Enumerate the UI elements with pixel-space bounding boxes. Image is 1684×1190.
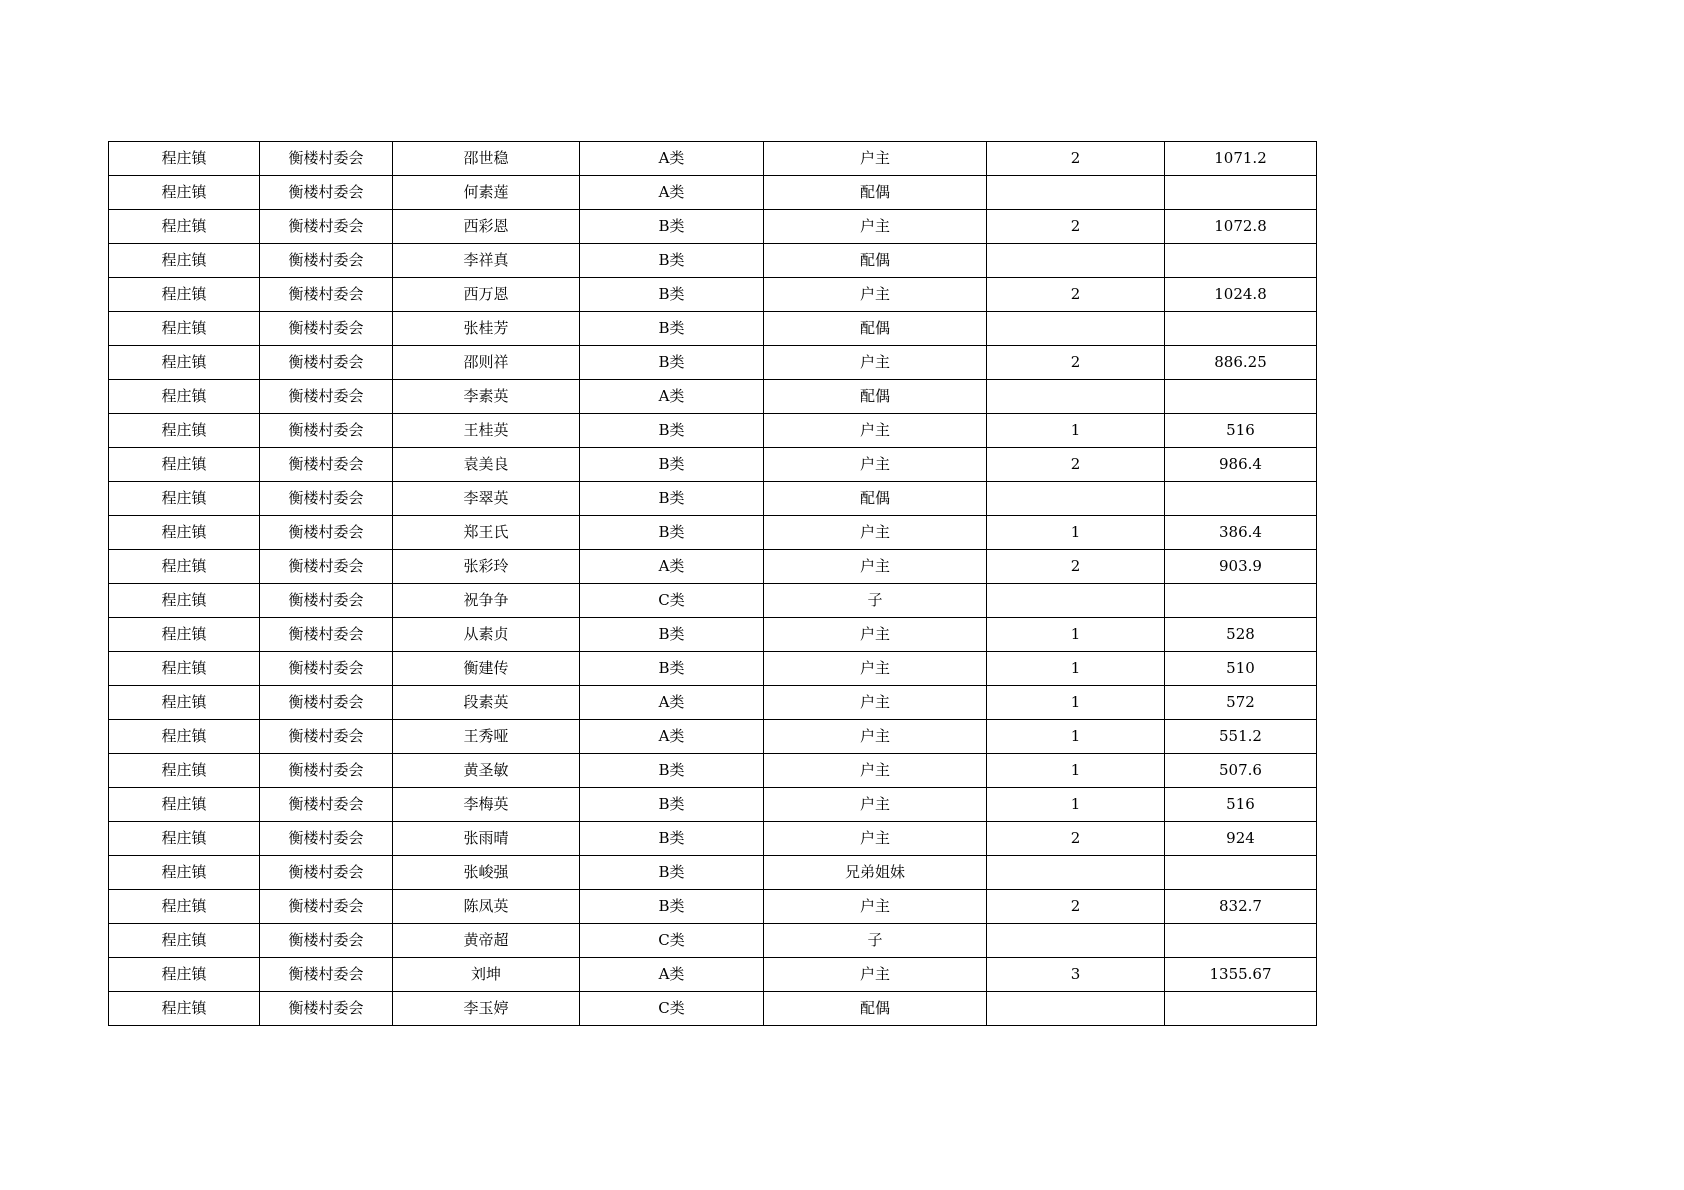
category-cell: B类 bbox=[580, 856, 764, 890]
relation-cell: 户主 bbox=[764, 210, 987, 244]
town-cell: 程庄镇 bbox=[109, 550, 260, 584]
table-row bbox=[109, 244, 1317, 278]
village-cell: 衡楼村委会 bbox=[260, 822, 393, 856]
household-count-cell: 2 bbox=[987, 278, 1165, 312]
relation-cell: 配偶 bbox=[764, 380, 987, 414]
town-cell: 程庄镇 bbox=[109, 312, 260, 346]
household-count-cell bbox=[987, 856, 1165, 890]
name-cell: 李玉婷 bbox=[393, 992, 580, 1026]
amount-cell: 886.25 bbox=[1165, 346, 1317, 380]
village-cell: 衡楼村委会 bbox=[260, 516, 393, 550]
household-count-cell bbox=[987, 244, 1165, 278]
table-row bbox=[109, 890, 1317, 924]
table-row bbox=[109, 176, 1317, 210]
amount-cell bbox=[1165, 380, 1317, 414]
relation-cell: 配偶 bbox=[764, 176, 987, 210]
household-count-cell: 1 bbox=[987, 754, 1165, 788]
household-count-cell bbox=[987, 482, 1165, 516]
town-cell: 程庄镇 bbox=[109, 992, 260, 1026]
household-count-cell: 1 bbox=[987, 414, 1165, 448]
village-cell: 衡楼村委会 bbox=[260, 958, 393, 992]
table-row bbox=[109, 516, 1317, 550]
category-cell: C类 bbox=[580, 924, 764, 958]
name-cell: 段素英 bbox=[393, 686, 580, 720]
name-cell: 从素贞 bbox=[393, 618, 580, 652]
village-cell: 衡楼村委会 bbox=[260, 312, 393, 346]
name-cell: 张彩玲 bbox=[393, 550, 580, 584]
table-row bbox=[109, 618, 1317, 652]
village-cell: 衡楼村委会 bbox=[260, 992, 393, 1026]
household-count-cell bbox=[987, 924, 1165, 958]
category-cell: B类 bbox=[580, 482, 764, 516]
relief-roster-table bbox=[108, 141, 1317, 1026]
category-cell: B类 bbox=[580, 278, 764, 312]
category-cell: B类 bbox=[580, 788, 764, 822]
table-row bbox=[109, 210, 1317, 244]
relation-cell: 配偶 bbox=[764, 244, 987, 278]
name-cell: 衡建传 bbox=[393, 652, 580, 686]
category-cell: B类 bbox=[580, 414, 764, 448]
amount-cell: 386.4 bbox=[1165, 516, 1317, 550]
household-count-cell: 2 bbox=[987, 822, 1165, 856]
relation-cell: 配偶 bbox=[764, 482, 987, 516]
category-cell: A类 bbox=[580, 176, 764, 210]
amount-cell: 1072.8 bbox=[1165, 210, 1317, 244]
name-cell: 李梅英 bbox=[393, 788, 580, 822]
relation-cell: 配偶 bbox=[764, 312, 987, 346]
household-count-cell bbox=[987, 584, 1165, 618]
amount-cell: 572 bbox=[1165, 686, 1317, 720]
table-row bbox=[109, 924, 1317, 958]
table-row bbox=[109, 482, 1317, 516]
village-cell: 衡楼村委会 bbox=[260, 176, 393, 210]
category-cell: A类 bbox=[580, 958, 764, 992]
amount-cell: 516 bbox=[1165, 414, 1317, 448]
village-cell: 衡楼村委会 bbox=[260, 584, 393, 618]
category-cell: B类 bbox=[580, 822, 764, 856]
category-cell: A类 bbox=[580, 686, 764, 720]
table-row bbox=[109, 822, 1317, 856]
relation-cell: 兄弟姐妹 bbox=[764, 856, 987, 890]
town-cell: 程庄镇 bbox=[109, 210, 260, 244]
name-cell: 王秀哑 bbox=[393, 720, 580, 754]
amount-cell: 924 bbox=[1165, 822, 1317, 856]
amount-cell bbox=[1165, 924, 1317, 958]
relation-cell: 户主 bbox=[764, 516, 987, 550]
village-cell: 衡楼村委会 bbox=[260, 380, 393, 414]
household-count-cell: 1 bbox=[987, 686, 1165, 720]
table-row bbox=[109, 278, 1317, 312]
table-row bbox=[109, 720, 1317, 754]
name-cell: 黄圣敏 bbox=[393, 754, 580, 788]
category-cell: A类 bbox=[580, 720, 764, 754]
table-row bbox=[109, 414, 1317, 448]
name-cell: 黄帝超 bbox=[393, 924, 580, 958]
amount-cell bbox=[1165, 584, 1317, 618]
town-cell: 程庄镇 bbox=[109, 414, 260, 448]
relation-cell: 户主 bbox=[764, 618, 987, 652]
relation-cell: 户主 bbox=[764, 142, 987, 176]
amount-cell: 510 bbox=[1165, 652, 1317, 686]
village-cell: 衡楼村委会 bbox=[260, 720, 393, 754]
household-count-cell: 2 bbox=[987, 346, 1165, 380]
household-count-cell bbox=[987, 992, 1165, 1026]
amount-cell bbox=[1165, 992, 1317, 1026]
town-cell: 程庄镇 bbox=[109, 584, 260, 618]
category-cell: B类 bbox=[580, 244, 764, 278]
relation-cell: 户主 bbox=[764, 720, 987, 754]
amount-cell: 507.6 bbox=[1165, 754, 1317, 788]
household-count-cell: 1 bbox=[987, 788, 1165, 822]
category-cell: C类 bbox=[580, 584, 764, 618]
town-cell: 程庄镇 bbox=[109, 346, 260, 380]
amount-cell bbox=[1165, 244, 1317, 278]
category-cell: C类 bbox=[580, 992, 764, 1026]
name-cell: 袁美良 bbox=[393, 448, 580, 482]
household-count-cell: 1 bbox=[987, 720, 1165, 754]
table-row bbox=[109, 754, 1317, 788]
town-cell: 程庄镇 bbox=[109, 142, 260, 176]
village-cell: 衡楼村委会 bbox=[260, 210, 393, 244]
town-cell: 程庄镇 bbox=[109, 176, 260, 210]
table-row bbox=[109, 448, 1317, 482]
amount-cell bbox=[1165, 482, 1317, 516]
name-cell: 祝争争 bbox=[393, 584, 580, 618]
category-cell: A类 bbox=[580, 550, 764, 584]
name-cell: 王桂英 bbox=[393, 414, 580, 448]
amount-cell: 528 bbox=[1165, 618, 1317, 652]
name-cell: 邵世稳 bbox=[393, 142, 580, 176]
name-cell: 邵则祥 bbox=[393, 346, 580, 380]
village-cell: 衡楼村委会 bbox=[260, 278, 393, 312]
town-cell: 程庄镇 bbox=[109, 516, 260, 550]
amount-cell: 986.4 bbox=[1165, 448, 1317, 482]
household-count-cell: 2 bbox=[987, 210, 1165, 244]
amount-cell bbox=[1165, 176, 1317, 210]
name-cell: 西彩恩 bbox=[393, 210, 580, 244]
town-cell: 程庄镇 bbox=[109, 890, 260, 924]
village-cell: 衡楼村委会 bbox=[260, 482, 393, 516]
category-cell: B类 bbox=[580, 754, 764, 788]
table-row bbox=[109, 958, 1317, 992]
table-row bbox=[109, 142, 1317, 176]
table-body bbox=[109, 142, 1317, 1026]
relation-cell: 子 bbox=[764, 584, 987, 618]
category-cell: A类 bbox=[580, 142, 764, 176]
village-cell: 衡楼村委会 bbox=[260, 890, 393, 924]
household-count-cell: 1 bbox=[987, 618, 1165, 652]
category-cell: A类 bbox=[580, 380, 764, 414]
town-cell: 程庄镇 bbox=[109, 618, 260, 652]
village-cell: 衡楼村委会 bbox=[260, 924, 393, 958]
table-row bbox=[109, 312, 1317, 346]
category-cell: B类 bbox=[580, 890, 764, 924]
village-cell: 衡楼村委会 bbox=[260, 244, 393, 278]
table-row bbox=[109, 686, 1317, 720]
name-cell: 西万恩 bbox=[393, 278, 580, 312]
town-cell: 程庄镇 bbox=[109, 720, 260, 754]
village-cell: 衡楼村委会 bbox=[260, 448, 393, 482]
town-cell: 程庄镇 bbox=[109, 652, 260, 686]
town-cell: 程庄镇 bbox=[109, 924, 260, 958]
relation-cell: 户主 bbox=[764, 686, 987, 720]
amount-cell: 903.9 bbox=[1165, 550, 1317, 584]
household-count-cell: 1 bbox=[987, 652, 1165, 686]
relation-cell: 户主 bbox=[764, 754, 987, 788]
amount-cell bbox=[1165, 312, 1317, 346]
village-cell: 衡楼村委会 bbox=[260, 346, 393, 380]
relation-cell: 户主 bbox=[764, 890, 987, 924]
village-cell: 衡楼村委会 bbox=[260, 618, 393, 652]
name-cell: 张桂芳 bbox=[393, 312, 580, 346]
household-count-cell: 2 bbox=[987, 448, 1165, 482]
town-cell: 程庄镇 bbox=[109, 788, 260, 822]
table-row bbox=[109, 788, 1317, 822]
amount-cell bbox=[1165, 856, 1317, 890]
household-count-cell bbox=[987, 176, 1165, 210]
category-cell: B类 bbox=[580, 448, 764, 482]
table-row bbox=[109, 380, 1317, 414]
household-count-cell: 2 bbox=[987, 890, 1165, 924]
town-cell: 程庄镇 bbox=[109, 958, 260, 992]
relation-cell: 户主 bbox=[764, 346, 987, 380]
relation-cell: 配偶 bbox=[764, 992, 987, 1026]
name-cell: 李祥真 bbox=[393, 244, 580, 278]
town-cell: 程庄镇 bbox=[109, 822, 260, 856]
town-cell: 程庄镇 bbox=[109, 856, 260, 890]
village-cell: 衡楼村委会 bbox=[260, 686, 393, 720]
town-cell: 程庄镇 bbox=[109, 448, 260, 482]
name-cell: 刘坤 bbox=[393, 958, 580, 992]
relation-cell: 户主 bbox=[764, 788, 987, 822]
table-row bbox=[109, 856, 1317, 890]
table-row bbox=[109, 346, 1317, 380]
category-cell: B类 bbox=[580, 652, 764, 686]
amount-cell: 516 bbox=[1165, 788, 1317, 822]
relation-cell: 户主 bbox=[764, 822, 987, 856]
household-count-cell: 3 bbox=[987, 958, 1165, 992]
amount-cell: 1024.8 bbox=[1165, 278, 1317, 312]
name-cell: 张雨晴 bbox=[393, 822, 580, 856]
table-row bbox=[109, 584, 1317, 618]
name-cell: 陈凤英 bbox=[393, 890, 580, 924]
relation-cell: 户主 bbox=[764, 652, 987, 686]
category-cell: B类 bbox=[580, 618, 764, 652]
household-count-cell bbox=[987, 380, 1165, 414]
town-cell: 程庄镇 bbox=[109, 754, 260, 788]
household-count-cell: 1 bbox=[987, 516, 1165, 550]
name-cell: 李素英 bbox=[393, 380, 580, 414]
table-row bbox=[109, 992, 1317, 1026]
town-cell: 程庄镇 bbox=[109, 482, 260, 516]
name-cell: 郑王氏 bbox=[393, 516, 580, 550]
village-cell: 衡楼村委会 bbox=[260, 414, 393, 448]
village-cell: 衡楼村委会 bbox=[260, 652, 393, 686]
relation-cell: 户主 bbox=[764, 550, 987, 584]
name-cell: 张峻强 bbox=[393, 856, 580, 890]
name-cell: 李翠英 bbox=[393, 482, 580, 516]
relation-cell: 户主 bbox=[764, 414, 987, 448]
category-cell: B类 bbox=[580, 210, 764, 244]
amount-cell: 1071.2 bbox=[1165, 142, 1317, 176]
amount-cell: 1355.67 bbox=[1165, 958, 1317, 992]
household-count-cell: 2 bbox=[987, 142, 1165, 176]
relation-cell: 户主 bbox=[764, 958, 987, 992]
town-cell: 程庄镇 bbox=[109, 380, 260, 414]
table-row bbox=[109, 652, 1317, 686]
town-cell: 程庄镇 bbox=[109, 278, 260, 312]
household-count-cell: 2 bbox=[987, 550, 1165, 584]
relation-cell: 户主 bbox=[764, 448, 987, 482]
name-cell: 何素莲 bbox=[393, 176, 580, 210]
town-cell: 程庄镇 bbox=[109, 244, 260, 278]
amount-cell: 832.7 bbox=[1165, 890, 1317, 924]
category-cell: B类 bbox=[580, 346, 764, 380]
amount-cell: 551.2 bbox=[1165, 720, 1317, 754]
relation-cell: 户主 bbox=[764, 278, 987, 312]
town-cell: 程庄镇 bbox=[109, 686, 260, 720]
village-cell: 衡楼村委会 bbox=[260, 788, 393, 822]
village-cell: 衡楼村委会 bbox=[260, 856, 393, 890]
village-cell: 衡楼村委会 bbox=[260, 142, 393, 176]
table-row bbox=[109, 550, 1317, 584]
category-cell: B类 bbox=[580, 312, 764, 346]
village-cell: 衡楼村委会 bbox=[260, 550, 393, 584]
category-cell: B类 bbox=[580, 516, 764, 550]
household-count-cell bbox=[987, 312, 1165, 346]
relation-cell: 子 bbox=[764, 924, 987, 958]
village-cell: 衡楼村委会 bbox=[260, 754, 393, 788]
